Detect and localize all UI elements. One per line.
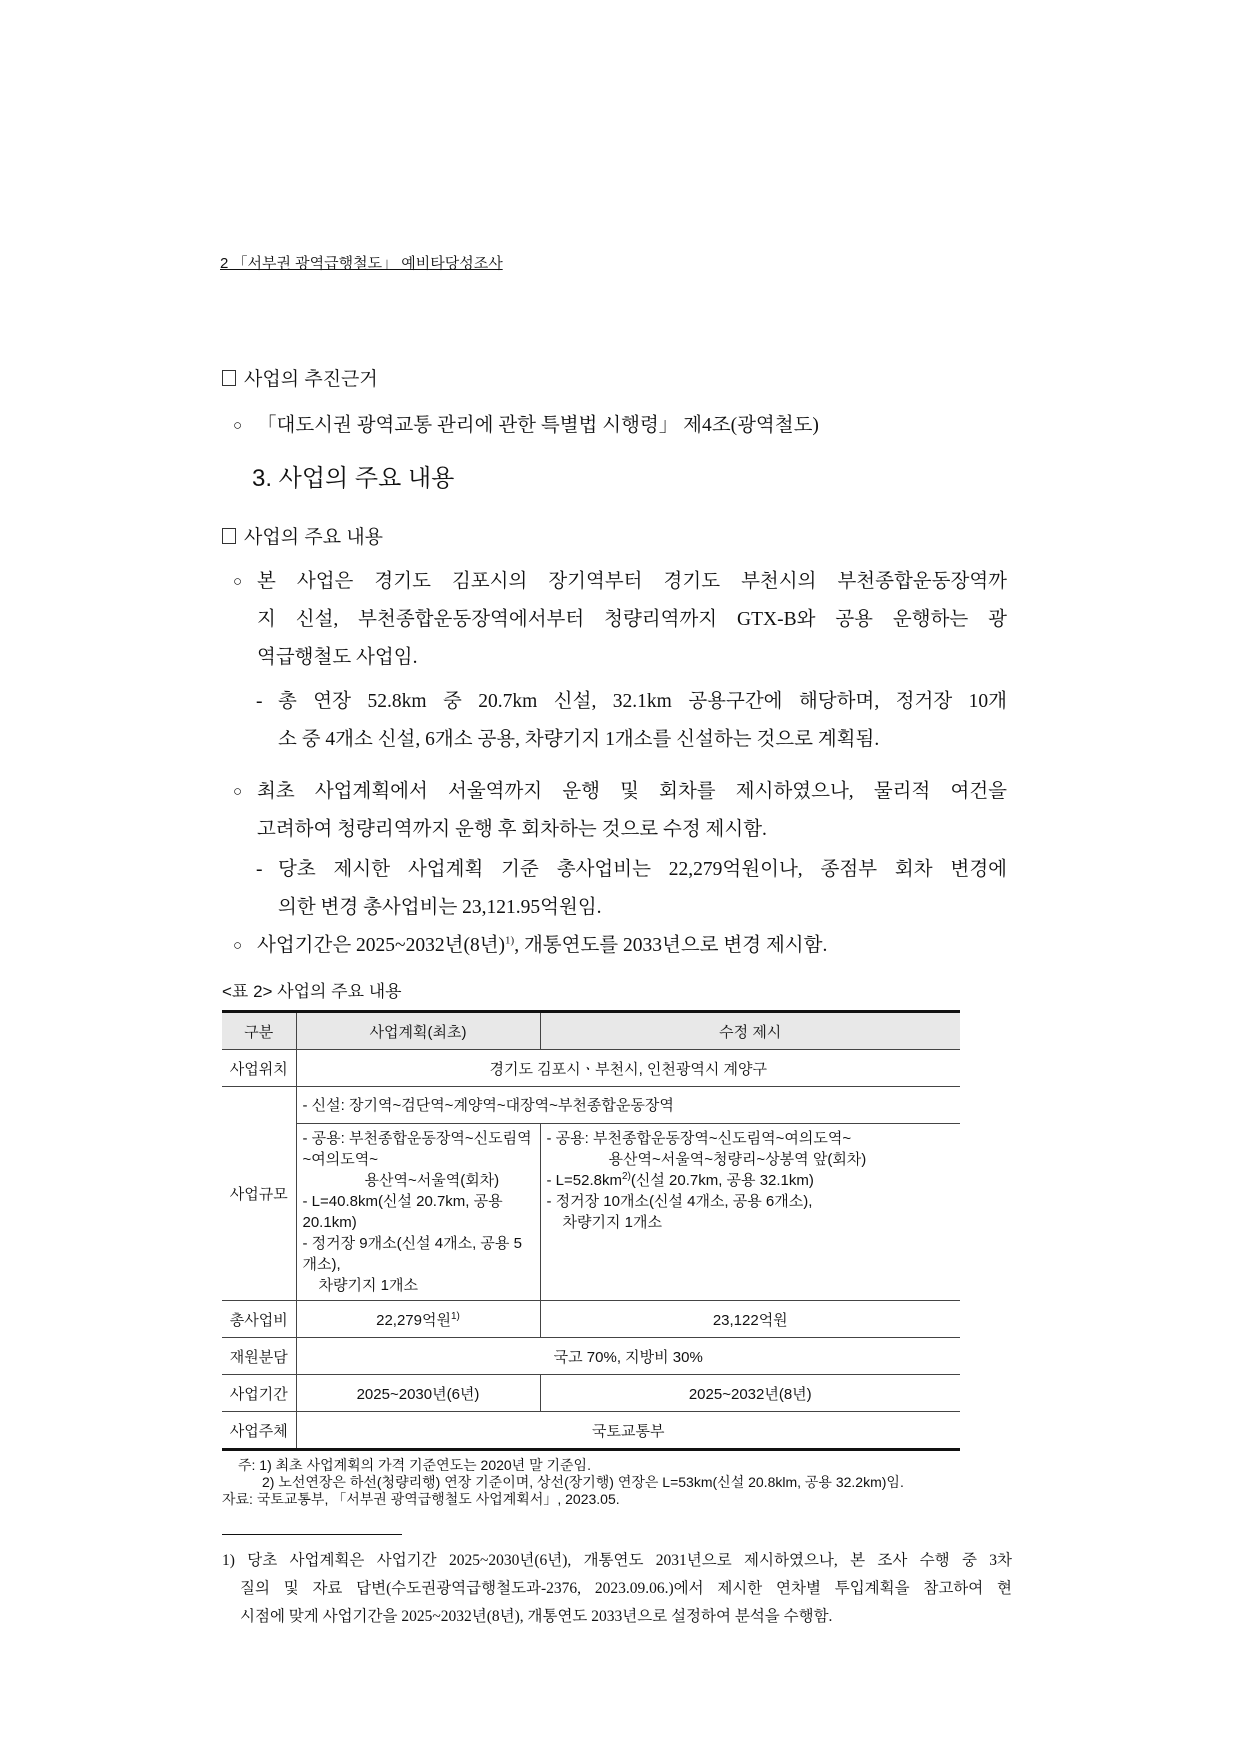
circle-bullet-icon: ○ — [233, 783, 243, 800]
table-row — [222, 1124, 960, 1301]
footnote-divider — [222, 1534, 402, 1535]
text-line: 당초 제시한 사업계획 기준 총사업비는 22,279억원이나, 종점부 회차 변경에 — [278, 859, 1007, 880]
table-row — [222, 1050, 960, 1087]
row-label: 재원분담 — [222, 1338, 296, 1375]
cell — [296, 1301, 540, 1338]
note-line: 2) 노선연장은 하선(청량리행) 연장 기준이며, 상선(장기행) 연장은 L=53km(신설 20.8klm, 공용 32.2km)임. — [262, 1474, 904, 1490]
cell-line: - 정거장 10개소(신설 4개소, 공용 6개소), — [546, 1193, 813, 1210]
row-label: 사업주체 — [222, 1412, 296, 1450]
footnote-line: 질의 및 자료 답변(수도권광역급행철도과-2376, 2023.09.06.)에서 제시한 연차별 투입계획을 참고하여 현 — [240, 1580, 1012, 1597]
table-row — [222, 1301, 960, 1338]
bullet-3 — [233, 927, 1007, 965]
footnote-line: 시점에 맞게 사업기간을 2025~2032년(8년), 개통연도 2033년으로 설정하여 분석을 수행함. — [240, 1608, 833, 1625]
circle-bullet-icon: ○ — [233, 573, 243, 590]
header-cell: 사업계획(최초) — [296, 1012, 540, 1050]
basis-bullet — [233, 407, 819, 445]
cell: 국토교통부 — [296, 1412, 960, 1450]
header-cell: 구분 — [222, 1012, 296, 1050]
cell-line: 차량기지 1개소 — [318, 1277, 418, 1294]
text-line: 고려하여 청량리역까지 운행 후 회차하는 것으로 수정 제시함. — [257, 819, 767, 840]
checkbox-square-icon — [222, 528, 236, 544]
main-content-table — [222, 1010, 960, 1451]
cell-line: 용산역~서울역~청량리~상봉역 앞(회차) — [608, 1151, 867, 1168]
section-heading: 3. 사업의 주요 내용 — [252, 465, 455, 492]
row-label: 사업기간 — [222, 1375, 296, 1412]
table-row — [222, 1338, 960, 1375]
table-caption: <표 2> 사업의 주요 내용 — [222, 982, 402, 1001]
header-cell: 수정 제시 — [540, 1012, 960, 1050]
cell-line: - 공용: 부천종합운동장역~신도림역~여의도역~ — [546, 1130, 852, 1147]
text-line: 최초 사업계획에서 서울역까지 운행 및 회차를 제시하였으나, 물리적 여건을 — [257, 781, 1007, 802]
footnote-ref: 1) — [450, 1310, 460, 1322]
table-header-row — [222, 1012, 960, 1050]
footnote — [222, 1547, 1012, 1631]
cell-line — [547, 1170, 955, 1191]
section-title-text: 사업의 주요 내용 — [244, 527, 384, 548]
table-notes — [222, 1457, 1008, 1508]
section-title-text: 사업의 추진근거 — [244, 369, 378, 390]
text: 22,279억원 — [376, 1311, 451, 1329]
note-line: 주: 1) 최초 사업계획의 가격 기준연도는 2020년 말 기준임. — [238, 1457, 591, 1473]
footnote-ref: 2) — [621, 1171, 631, 1182]
cell: 국고 70%, 지방비 30% — [296, 1338, 960, 1375]
text-line: 의한 변경 총사업비는 23,121.95억원임. — [278, 897, 602, 918]
row-label: 사업위치 — [222, 1050, 296, 1087]
text-line: 소 중 4개소 신설, 6개소 공용, 차량기지 1개소를 신설하는 것으로 계획됨. — [278, 729, 880, 750]
bullet-1-dash — [256, 683, 1007, 759]
cell: 23,122억원 — [540, 1301, 960, 1338]
cell-line: 차량기지 1개소 — [562, 1214, 662, 1231]
running-header: 2 「서부권 광역급행철도」 예비타당성조사 — [220, 255, 503, 272]
text: 사업기간은 2025~2032년(8년) — [257, 935, 506, 956]
dash-bullet-icon: - — [256, 691, 263, 712]
cell-line: 용산역~서울역(회차) — [364, 1172, 500, 1189]
cell-line: - L=40.8km(신설 20.7km, 공용 20.1km) — [302, 1193, 503, 1231]
cell-orig-scale — [296, 1124, 540, 1301]
cell-line: - 공용: 부천종합운동장역~신도림역~여의도역~ — [302, 1130, 532, 1168]
main-flow — [222, 563, 1012, 1631]
section-basis-title — [222, 364, 378, 391]
cell: 2025~2032년(8년) — [540, 1375, 960, 1412]
circle-bullet-icon: ○ — [233, 417, 243, 434]
text-line: 본 사업은 경기도 김포시의 장기역부터 경기도 부천시의 부천종합운동장역까 — [257, 571, 1007, 592]
text: - L=52.8km — [546, 1172, 622, 1189]
text-line: 총 연장 52.8km 중 20.7km 신설, 32.1km 공용구간에 해당하며, 정거장 10개 — [278, 691, 1007, 712]
dash-bullet-icon: - — [256, 859, 263, 880]
bullet-1 — [233, 563, 1007, 677]
cell: 경기도 김포시ㆍ부천시, 인천광역시 계양구 — [296, 1050, 960, 1087]
cell-line: - 정거장 9개소(신설 4개소, 공용 5개소), — [302, 1235, 522, 1273]
bullet-2-dash — [256, 851, 1007, 927]
table-row — [222, 1375, 960, 1412]
table-row — [222, 1087, 960, 1124]
text: (신설 20.7km, 공용 32.1km) — [630, 1172, 814, 1189]
basis-text: 「대도시권 광역교통 관리에 관한 특별법 시행령」 제4조(광역철도) — [257, 415, 819, 436]
circle-bullet-icon: ○ — [233, 937, 243, 954]
table-row — [222, 1412, 960, 1450]
footnote-ref[interactable]: 1) — [505, 934, 515, 947]
cell-rev-scale — [540, 1124, 960, 1301]
text-line: 역급행철도 사업임. — [257, 647, 418, 668]
checkbox-square-icon — [222, 370, 236, 386]
text: , 개통연도를 2033년으로 변경 제시함. — [514, 935, 828, 956]
source-line: 자료: 국토교통부, 「서부권 광역급행철도 사업계획서」, 2023.05. — [222, 1491, 620, 1507]
text-line: 지 신설, 부천종합운동장역에서부터 청량리역까지 GTX-B와 공용 운행하는 광 — [257, 609, 1007, 630]
bullet-2 — [233, 773, 1007, 849]
row-label: 총사업비 — [222, 1301, 296, 1338]
cell: - 신설: 장기역~검단역~계양역~대장역~부천종합운동장역 — [296, 1087, 960, 1124]
cell: 2025~2030년(6년) — [296, 1375, 540, 1412]
row-label: 사업규모 — [222, 1087, 296, 1301]
footnote-line: 1) 당초 사업계획은 사업기간 2025~2030년(6년), 개통연도 2031년으로 제시하였으나, 본 조사 수행 중 3차 — [222, 1552, 1012, 1569]
section-main-title — [222, 522, 383, 549]
